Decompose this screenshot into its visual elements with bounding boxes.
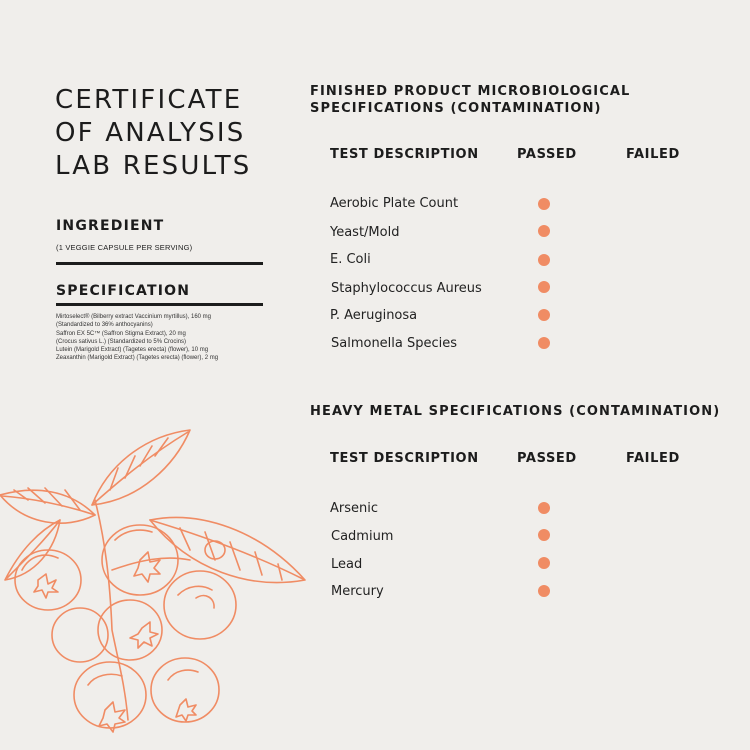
heading-line: SPECIFICATIONS (CONTAMINATION) [310,101,602,116]
passed-indicator [538,585,550,597]
spec-line: (Standardized to 36% anthocyanins) [56,322,153,329]
heading-line: FINISHED PRODUCT MICROBIOLOGICAL [310,84,631,99]
ingredient-label: INGREDIENT [56,218,165,234]
passed-indicator [538,337,550,349]
passed-indicator [538,557,550,569]
test-row-label: Aerobic Plate Count [330,196,459,211]
test-row-label: Arsenic [330,501,379,516]
column-header-passed: PASSED [517,147,577,162]
passed-indicator [538,309,550,321]
spec-line: Zeaxanthin (Marigold Extract) (Tagetes erecta) (flower), 2 mg [56,355,219,362]
title-line: OF ANALYSIS [55,118,246,148]
divider [56,262,263,265]
test-row-label: Staphylococcus Aureus [331,281,482,296]
test-row-label: Yeast/Mold [330,225,400,240]
column-header-test: TEST DESCRIPTION [330,147,479,162]
bilberry-illustration [0,420,310,750]
column-header-test: TEST DESCRIPTION [330,451,479,466]
title-line: LAB RESULTS [55,151,252,181]
spec-line: Mirtoselect® (Bilberry extract Vaccinium myrtillus), 160 mg [56,314,212,320]
passed-indicator [538,281,550,293]
heavy-metal-heading: HEAVY METAL SPECIFICATIONS (CONTAMINATION) [310,404,721,419]
passed-indicator [538,502,550,514]
test-row-label: Lead [331,557,363,572]
title-line: CERTIFICATE [55,85,243,115]
page-title [55,84,295,183]
spec-line: Saffron EX 5C™ (Saffron Stigma Extract), 20 mg [56,330,186,337]
column-header-passed: PASSED [517,451,577,466]
column-header-failed: FAILED [626,451,680,466]
divider [56,303,263,306]
passed-indicator [538,198,550,210]
serving-size: (1 VEGGIE CAPSULE PER SERVING) [56,243,193,252]
passed-indicator [538,225,550,237]
microbiological-heading [310,83,730,117]
column-header-failed: FAILED [626,147,680,162]
specification-list [56,313,266,363]
specification-label: SPECIFICATION [56,283,191,299]
test-row-label: P. Aeruginosa [330,308,418,323]
test-row-label: Cadmium [331,529,394,544]
passed-indicator [538,529,550,541]
passed-indicator [538,254,550,266]
test-row-label: Mercury [331,584,384,599]
spec-line: (Crocus sativus L.) (Standardized to 5% Crocins) [56,338,187,345]
spec-line: Lutein (Marigold Extract) (Tagetes erecta) (flower), 10 mg [56,347,209,354]
test-row-label: Salmonella Species [331,336,458,351]
test-row-label: E. Coli [330,252,371,267]
